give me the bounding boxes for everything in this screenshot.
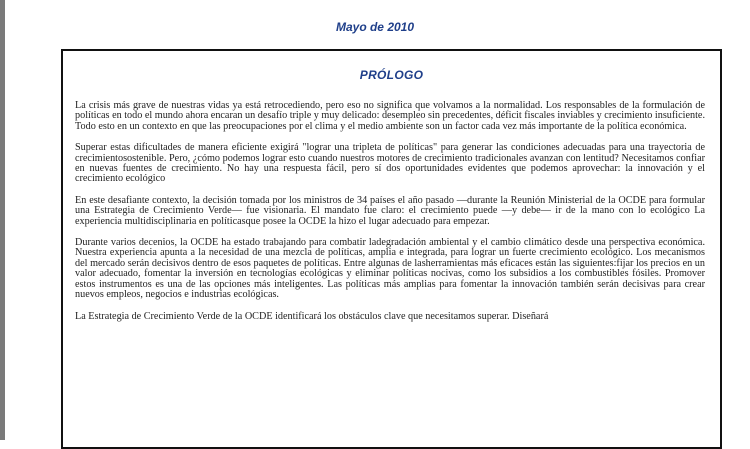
page-edge: [0, 0, 5, 440]
section-title: PRÓLOGO: [359, 68, 424, 82]
prologue-frame: [61, 49, 722, 449]
paragraph: La crisis más grave de nuestras vidas ya está retrocediendo, pero eso no significa que volvamos a la normalidad. Los responsables de la formulación de políticas en todo el mundo ahora encaran un desafío triple y muy delicado: desempleo sin precedentes, déficit fiscales inviables y crecimiento insuficiente. Todo esto en un contexto en que las preocupaciones por el clima y el medio ambiente son un factor cada vez más importante de la política económica.: [75, 100, 705, 132]
document-date: Mayo de 2010: [335, 20, 415, 34]
paragraph: Superar estas dificultades de manera eficiente exigirá "lograr una tripleta de políticas" para generar las condiciones adecuadas para una trayectoria de crecimientosostenible. Pero, ¿cómo podemos lograr esto cuando nuestros motores de crecimiento tradicionales avanzan con lentitud? Necesitamos confiar en nuevas fuentes de crecimiento. No hay una respuesta fácil, pero sí dos oportunidades evidentes que podemos aprovechar: la innovación y el crecimiento ecológico: [75, 142, 705, 185]
paragraph: Durante varios decenios, la OCDE ha estado trabajando para combatir ladegradación ambiental y el cambio climático desde una perspectiva económica. Nuestra experiencia apunta a la necesidad de una mezcla de políticas, amplia e integrada, para lograr un fuerte crecimiento ecológico. Los mecanismos del mercado serán decisivos dentro de esos paquetes de políticas. Entre algunas de lasherramientas más eficaces están las siguientes:fijar los precios en un valor adecuado, fomentar la inversión en tecnologías ecológicas y eliminar políticas nocivas, como los subsidios a los combustibles fósiles. Promover estos instrumentos es una de las opciones más inteligentes. Las políticas más amplias para fomentar la innovación también serán decisivas para crear nuevos empleos, negocios e industrias ecológicas.: [75, 237, 705, 301]
prologue-body: [75, 101, 705, 333]
paragraph: En este desafiante contexto, la decisión tomada por los ministros de 34 países el año pasado —durante la Reunión Ministerial de la OCDE para formular una Estrategia de Crecimiento Verde— fue visionaria. El mandato fue claro: el crecimiento puede —y debe— ir de la mano con lo ecológico La experiencia multidisciplinaria en políticasque posee la OCDE la hizo el lugar adecuado para empezar.: [75, 194, 705, 227]
paragraph: La Estrategia de Crecimiento Verde de la OCDE identificará los obstáculos clave que necesitamos superar. Diseñará: [75, 310, 549, 322]
